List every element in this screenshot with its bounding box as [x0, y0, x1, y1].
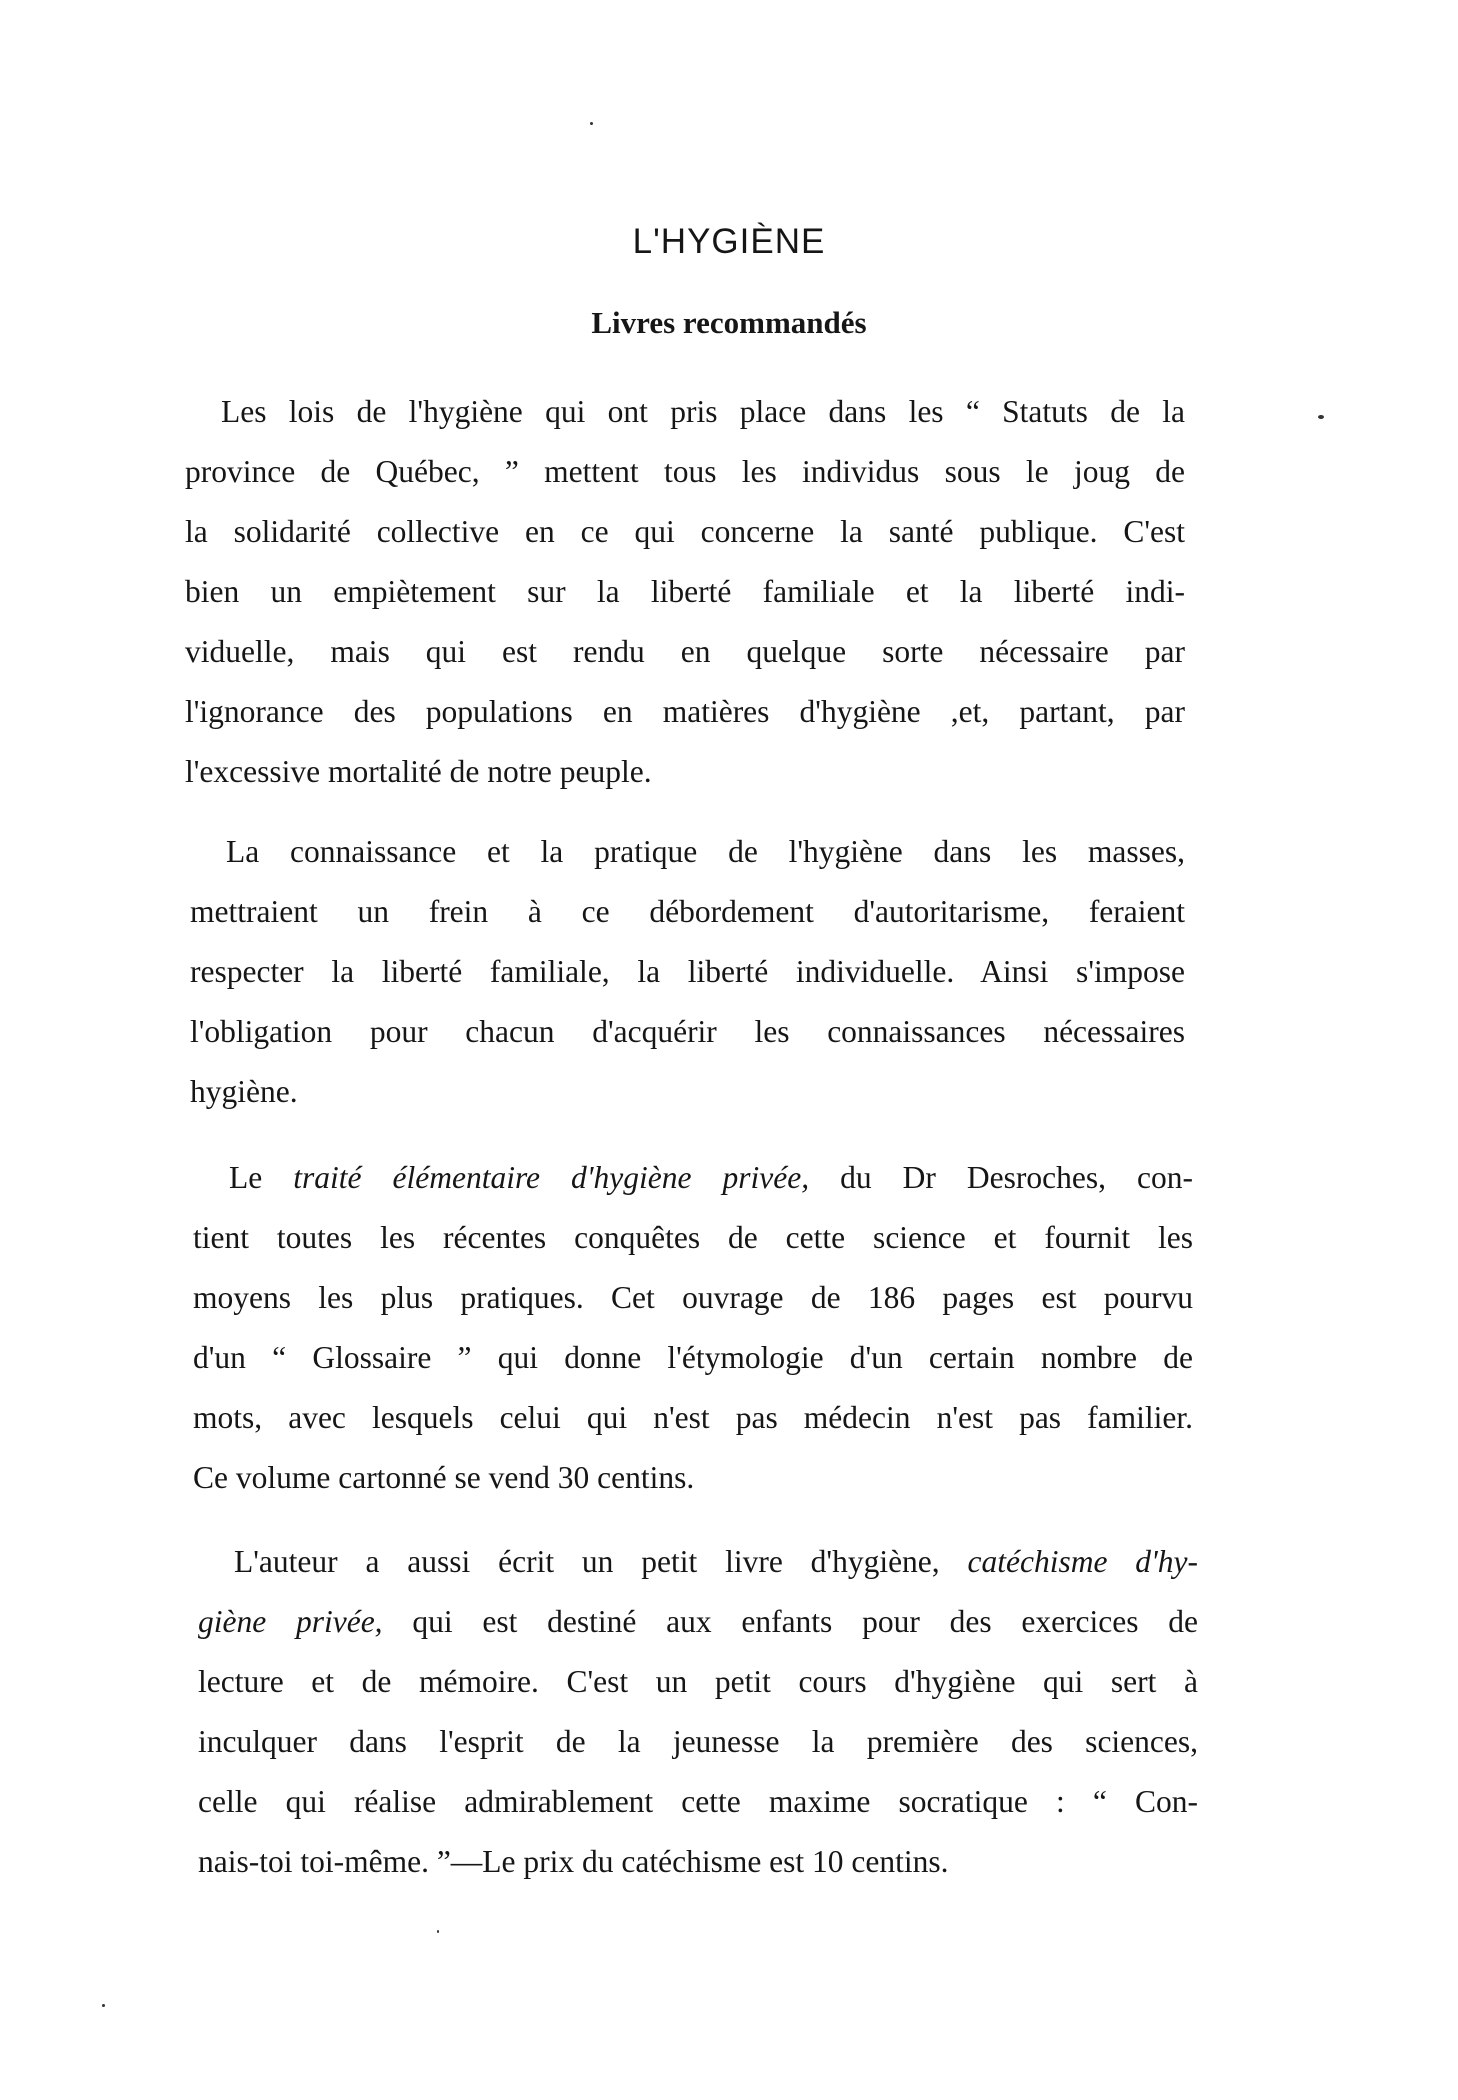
- book-title-italic: catéchisme d'hy-: [967, 1544, 1198, 1579]
- text-line: Les lois de l'hygiène qui ont pris place dans les “ Statuts de la: [221, 394, 1185, 429]
- text-line: l'ignorance des populations en matières d'hygiène ,et, partant, par: [185, 694, 1185, 729]
- text-line: respecter la liberté familiale, la liberté individuelle. Ainsi s'impose: [190, 954, 1185, 989]
- text-line: [198, 1592, 1198, 1652]
- text-line: la solidarité collective en ce qui concerne la santé publique. C'est: [185, 514, 1185, 549]
- book-title-italic: traité élémentaire d'hygiène privée,: [293, 1160, 810, 1195]
- text-line: celle qui réalise admirablement cette maxime socratique : “ Con-: [198, 1784, 1198, 1819]
- text-line: inculquer dans l'esprit de la jeunesse la première des sciences,: [198, 1724, 1198, 1759]
- text-line: d'un “ Glossaire ” qui donne l'étymologie d'un certain nombre de: [193, 1340, 1193, 1375]
- text-line: lecture et de mémoire. C'est un petit cours d'hygiène qui sert à: [198, 1664, 1198, 1699]
- text-line: viduelle, mais qui est rendu en quelque sorte nécessaire par: [185, 634, 1185, 669]
- book-title-italic: giène privée,: [198, 1604, 383, 1639]
- text-run: qui est destiné aux enfants pour des exercices de: [382, 1604, 1198, 1639]
- paragraph-3: [193, 1148, 1193, 1508]
- text-line: nais-toi toi-même. ”—Le prix du catéchisme est 10 centins.: [198, 1844, 949, 1879]
- paragraph-1: [185, 382, 1185, 802]
- text-line: La connaissance et la pratique de l'hygiène dans les masses,: [226, 834, 1185, 869]
- page-subtitle: Livres recommandés: [591, 305, 867, 340]
- text-line: Ce volume cartonné se vend 30 centins.: [193, 1460, 695, 1495]
- text-line: bien un empiètement sur la liberté familiale et la liberté indi-: [185, 574, 1185, 609]
- paragraph-2: [190, 822, 1185, 1122]
- text-line: [193, 1148, 1193, 1208]
- scan-speck: [102, 2004, 105, 2007]
- page-title: L'HYGIÈNE: [632, 222, 826, 261]
- paragraph-4: [198, 1532, 1198, 1892]
- text-line: mettraient un frein à ce débordement d'autoritarisme, feraient: [190, 894, 1185, 929]
- text-line: hygiène.: [190, 1074, 298, 1109]
- text-line: moyens les plus pratiques. Cet ouvrage de 186 pages est pourvu: [193, 1280, 1193, 1315]
- text-line: [198, 1532, 1198, 1592]
- scan-speck: [437, 1930, 439, 1933]
- text-line: l'obligation pour chacun d'acquérir les connaissances nécessaires: [190, 1014, 1185, 1049]
- text-line: l'excessive mortalité de notre peuple.: [185, 754, 652, 789]
- text-line: province de Québec, ” mettent tous les individus sous le joug de: [185, 454, 1185, 489]
- scan-speck: [1318, 415, 1324, 419]
- text-run: du Dr Desroches, con-: [809, 1160, 1193, 1195]
- text-run: L'auteur a aussi écrit un petit livre d'hygiène,: [234, 1544, 968, 1579]
- text-line: mots, avec lesquels celui qui n'est pas médecin n'est pas familier.: [193, 1400, 1193, 1435]
- text-line: tient toutes les récentes conquêtes de cette science et fournit les: [193, 1220, 1193, 1255]
- scan-speck: [590, 122, 593, 125]
- text-run: Le: [229, 1160, 294, 1195]
